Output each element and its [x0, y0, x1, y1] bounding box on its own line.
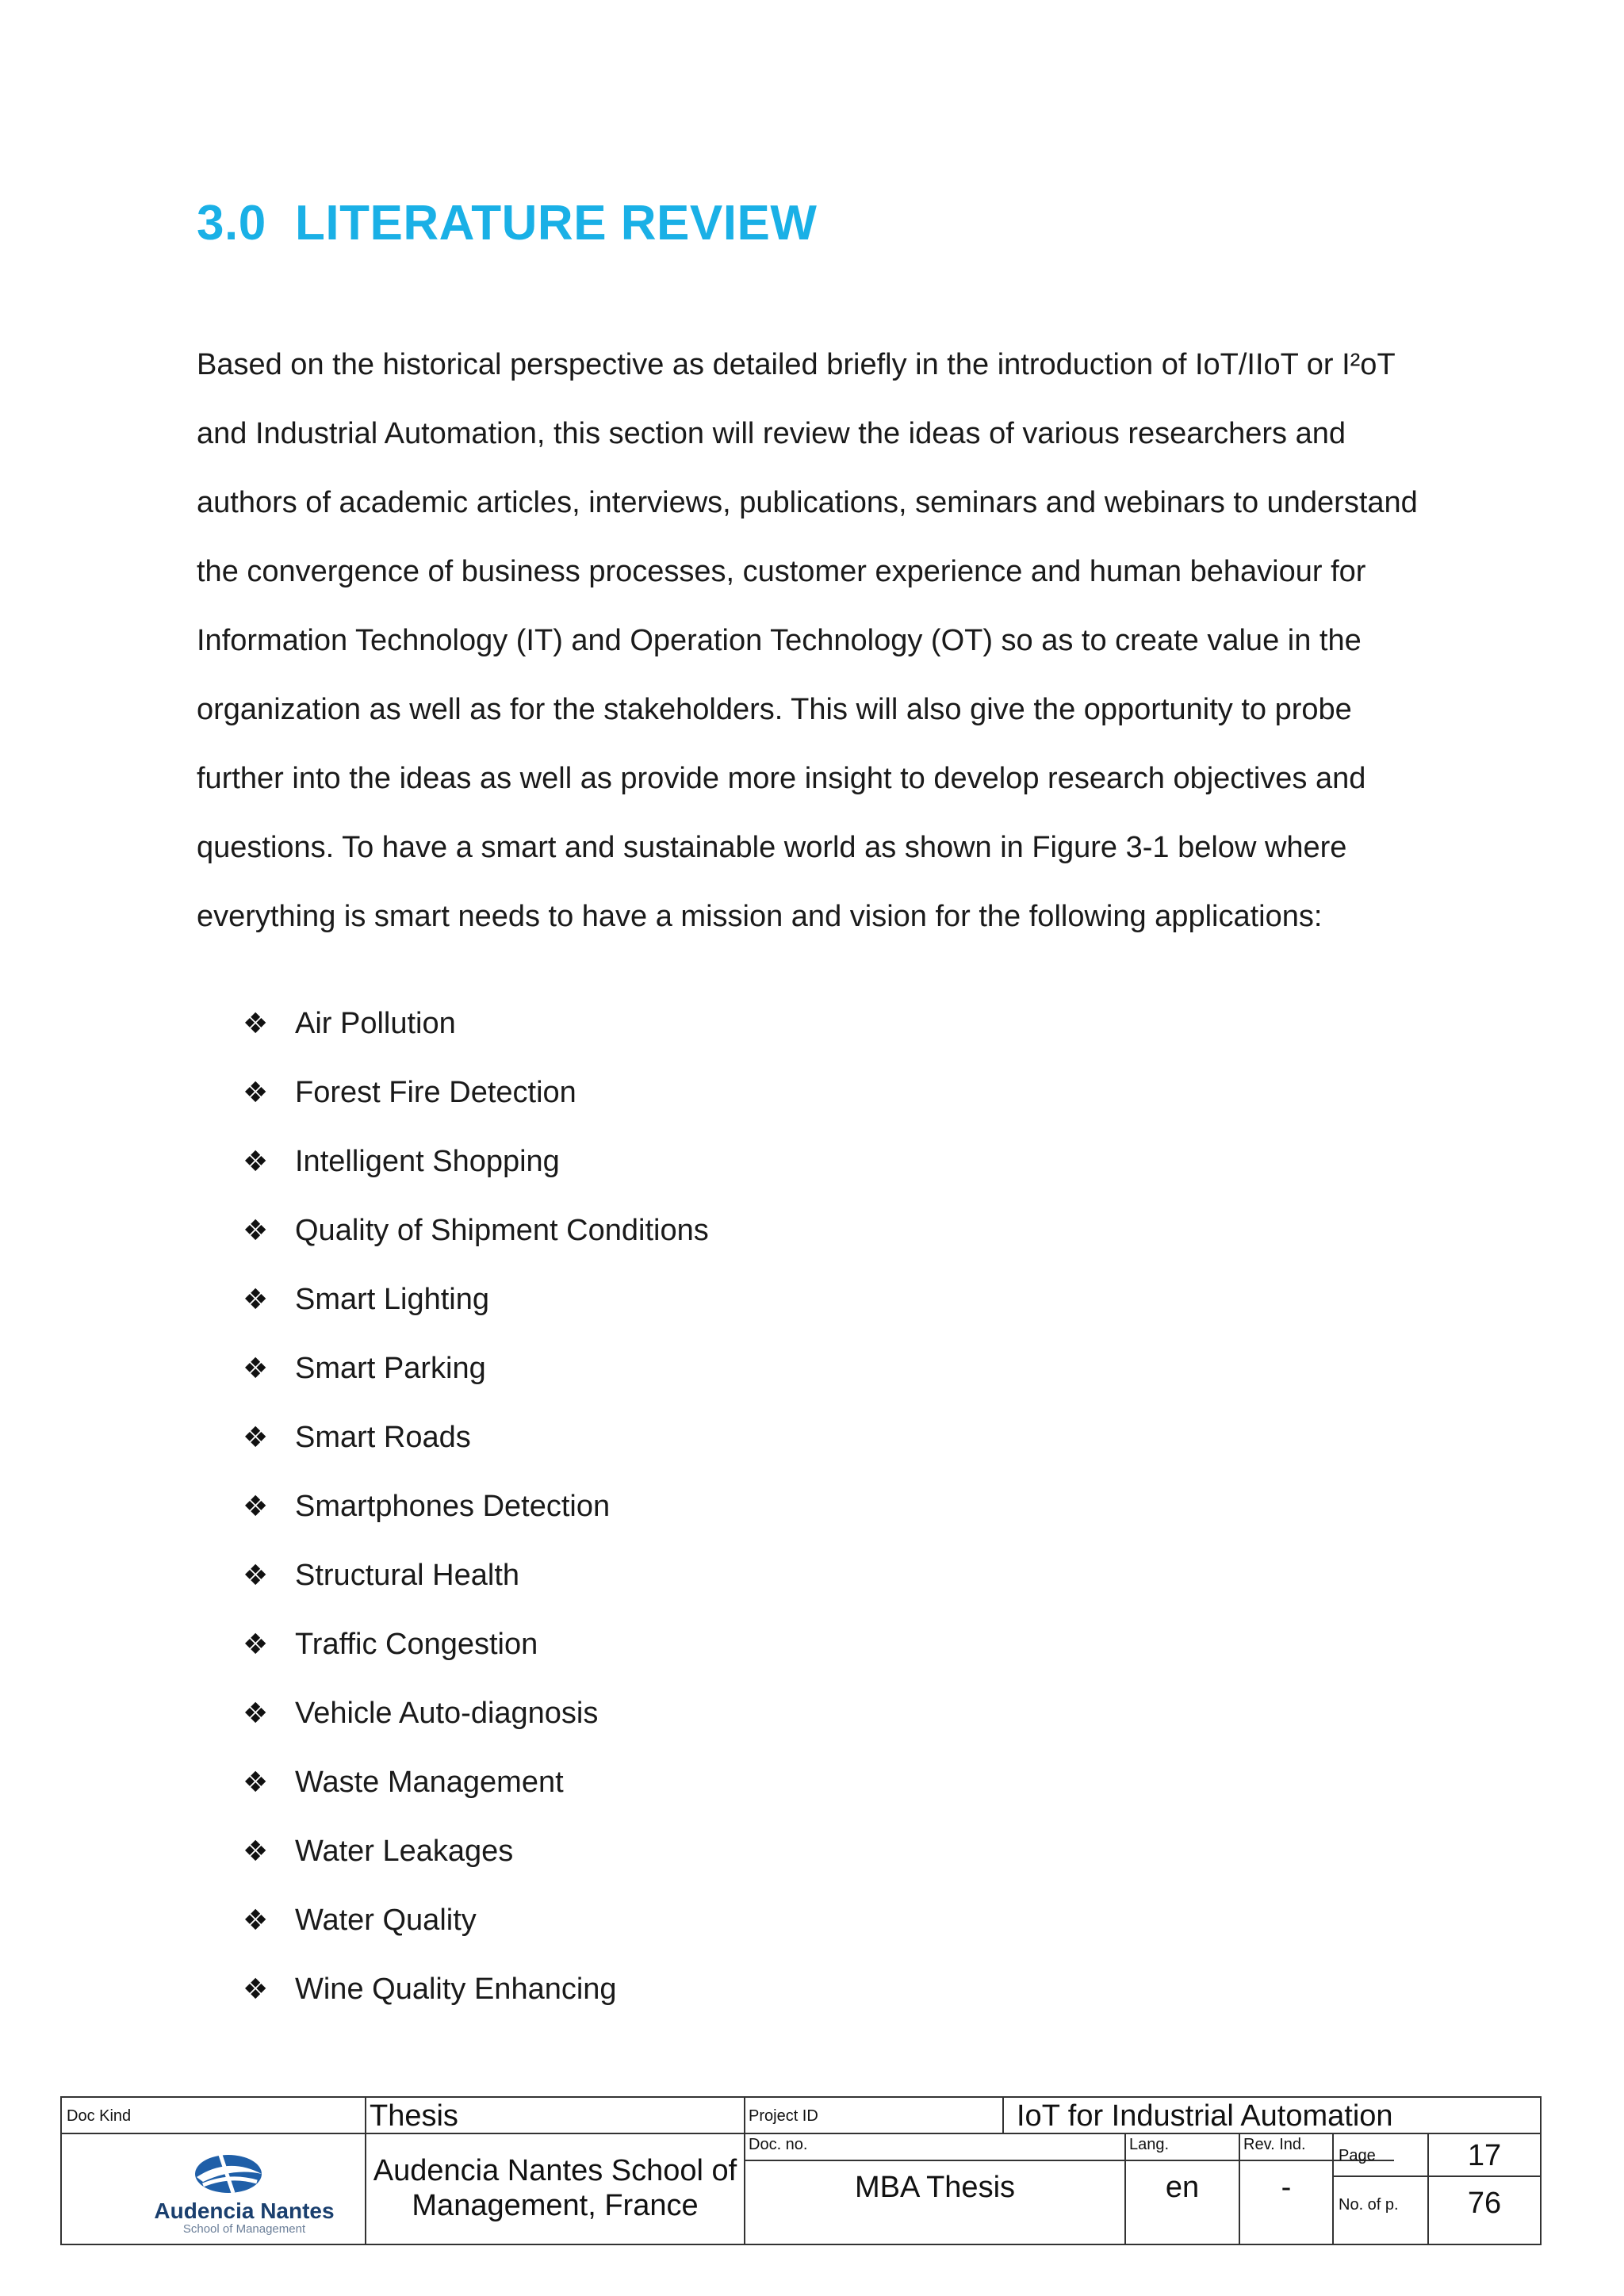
- paragraph-line: and Industrial Automation, this section will review the ideas of various researchers and: [197, 417, 1346, 450]
- footer-divider: [745, 2160, 1394, 2161]
- diamond-bullet-icon: ❖: [243, 1628, 269, 1661]
- paragraph-line: organization as well as for the stakeholders. This will also give the opportunity to probe: [197, 693, 1352, 726]
- page-label: Page: [1339, 2147, 1376, 2164]
- paragraph-line: the convergence of business processes, customer experience and human behaviour for: [197, 555, 1366, 588]
- section-number: 3.0: [197, 196, 266, 251]
- list-item: [243, 1420, 471, 1455]
- section-title: LITERATURE REVIEW: [295, 196, 818, 251]
- list-item: [243, 1282, 489, 1317]
- paragraph-line: further into the ideas as well as provide more insight to develop research objectives and: [197, 762, 1366, 795]
- doc-kind-label: Doc Kind: [67, 2107, 132, 2125]
- doc-no-label: Doc. no.: [749, 2136, 808, 2153]
- rev-label: Rev. Ind.: [1243, 2136, 1306, 2153]
- institution-line: Management, France: [412, 2189, 699, 2222]
- list-item-label: Smart Roads: [295, 1421, 471, 1454]
- list-item: [243, 1075, 576, 1110]
- doc-no-value: MBA Thesis: [854, 2171, 1016, 2204]
- list-item-label: Smart Lighting: [295, 1283, 490, 1316]
- doc-kind-value: Thesis: [370, 2099, 458, 2133]
- list-item-label: Vehicle Auto-diagnosis: [295, 1697, 599, 1730]
- footer-divider: [1002, 2098, 1004, 2133]
- diamond-bullet-icon: ❖: [243, 1490, 269, 1523]
- list-item: [243, 1765, 564, 1800]
- logo-name: Audencia Nantes: [154, 2198, 335, 2223]
- footer-divider: [1334, 2175, 1540, 2177]
- list-item-label: Forest Fire Detection: [295, 1076, 576, 1109]
- list-item-label: Smartphones Detection: [295, 1490, 611, 1523]
- diamond-bullet-icon: ❖: [243, 1146, 269, 1178]
- footer-divider: [1332, 2133, 1334, 2244]
- list-item: [243, 1834, 513, 1869]
- list-item: [243, 1627, 538, 1662]
- audencia-logo: [78, 2150, 411, 2237]
- institution-name: [366, 2153, 744, 2223]
- list-item: [243, 1144, 560, 1179]
- paragraph-line: questions. To have a smart and sustainable world as shown in Figure 3-1 below where: [197, 831, 1347, 864]
- list-item-label: Quality of Shipment Conditions: [295, 1214, 709, 1247]
- list-item-label: Structural Health: [295, 1559, 520, 1592]
- list-item-label: Intelligent Shopping: [295, 1145, 560, 1178]
- list-item: [243, 1696, 598, 1731]
- paragraph-line: Based on the historical perspective as detailed briefly in the introduction of IoT/IIoT or I²oT: [197, 348, 1396, 381]
- diamond-bullet-icon: ❖: [243, 1077, 269, 1109]
- diamond-bullet-icon: ❖: [243, 1353, 269, 1385]
- list-item-label: Water Quality: [295, 1904, 477, 1937]
- list-item: [243, 1489, 610, 1524]
- paragraph-line: everything is smart needs to have a mission and vision for the following applications:: [197, 900, 1323, 933]
- audencia-emblem-icon: [78, 2150, 411, 2237]
- diamond-bullet-icon: ❖: [243, 1215, 269, 1247]
- list-item-label: Smart Parking: [295, 1352, 486, 1385]
- diamond-bullet-icon: ❖: [243, 1422, 269, 1454]
- project-id-label: Project ID: [749, 2107, 818, 2125]
- pages-label: No. of p.: [1339, 2196, 1399, 2214]
- institution-line: Audencia Nantes School of: [373, 2154, 737, 2187]
- paragraph-line: Information Technology (IT) and Operation Technology (OT) so as to create value in the: [197, 624, 1362, 657]
- project-id-value: IoT for Industrial Automation: [1017, 2099, 1393, 2133]
- section-heading: [197, 195, 817, 251]
- list-item: [243, 1972, 617, 2007]
- diamond-bullet-icon: ❖: [243, 1008, 269, 1040]
- total-pages: 76: [1467, 2187, 1502, 2220]
- list-item: [243, 1903, 477, 1938]
- paragraph-line: authors of academic articles, interviews, publications, seminars and webinars to understand: [197, 486, 1418, 519]
- document-footer-table: [60, 2096, 1542, 2245]
- rev-value: -: [1281, 2171, 1292, 2204]
- lang-label: Lang.: [1129, 2136, 1170, 2153]
- list-item: [243, 1213, 709, 1248]
- diamond-bullet-icon: ❖: [243, 1766, 269, 1799]
- diamond-bullet-icon: ❖: [243, 1284, 269, 1316]
- list-item-label: Wine Quality Enhancing: [295, 1973, 617, 2006]
- list-item-label: Traffic Congestion: [295, 1628, 538, 1661]
- lang-value: en: [1165, 2171, 1200, 2204]
- diamond-bullet-icon: ❖: [243, 1835, 269, 1868]
- list-item: [243, 1006, 456, 1041]
- list-item-label: Water Leakages: [295, 1835, 514, 1868]
- diamond-bullet-icon: ❖: [243, 1973, 269, 2006]
- list-item: [243, 1351, 486, 1386]
- list-item: [243, 1558, 519, 1593]
- diamond-bullet-icon: ❖: [243, 1559, 269, 1592]
- page-number: 17: [1467, 2139, 1502, 2172]
- list-item-label: Air Pollution: [295, 1007, 456, 1040]
- diamond-bullet-icon: ❖: [243, 1697, 269, 1730]
- diamond-bullet-icon: ❖: [243, 1904, 269, 1937]
- list-item-label: Waste Management: [295, 1766, 564, 1799]
- logo-subtitle: School of Management: [182, 2222, 306, 2236]
